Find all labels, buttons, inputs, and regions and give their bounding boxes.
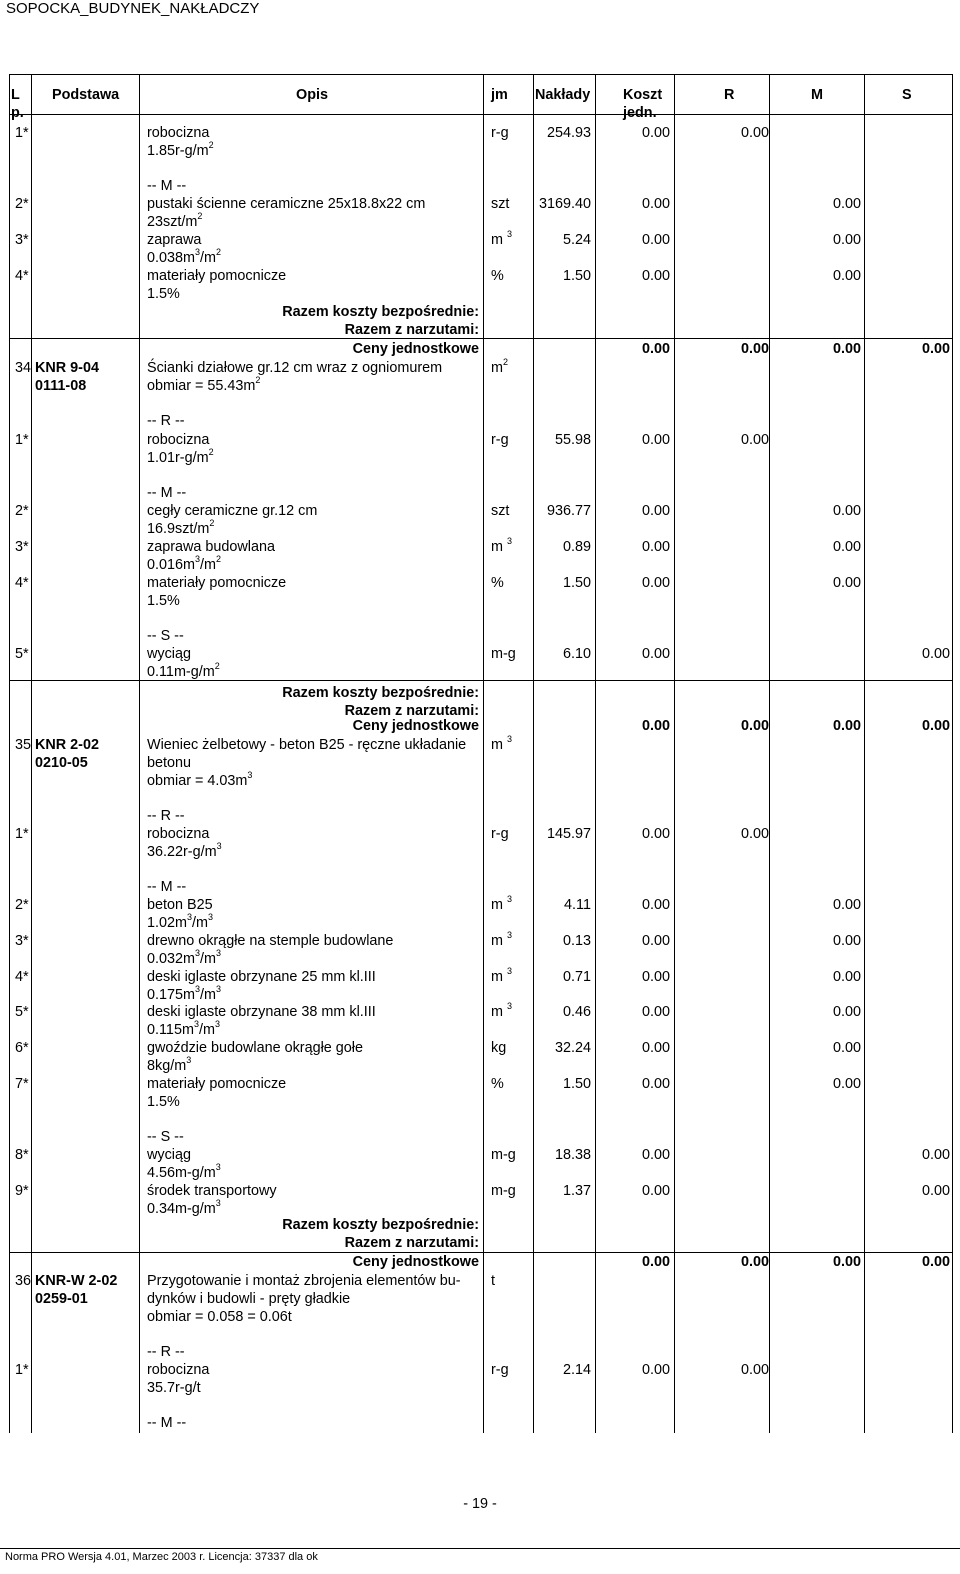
sum-label-ceny: Ceny jednostkowe bbox=[352, 718, 479, 734]
row-koszt: 0.00 bbox=[641, 432, 670, 448]
row-koszt: 0.00 bbox=[641, 969, 670, 985]
col-header-jm: jm bbox=[491, 87, 508, 103]
row-opis: deski iglaste obrzynane 25 mm kl.III bbox=[147, 969, 376, 985]
position-basis: KNR 2-02 bbox=[35, 737, 99, 753]
group-header-m: -- M -- bbox=[147, 1415, 187, 1431]
row-m-value: 0.00 bbox=[832, 575, 861, 591]
row-koszt: 0.00 bbox=[641, 268, 670, 284]
row-lp: 5* bbox=[15, 1004, 29, 1020]
row-norm: $1.02m^3/m^3$ bbox=[147, 912, 214, 931]
sum-label-koszty: Razem koszty bezpośrednie: bbox=[282, 685, 479, 701]
sum-label-ceny: Ceny jednostkowe bbox=[352, 1254, 479, 1270]
position-basis: KNR 9-04 bbox=[35, 360, 99, 376]
row-norm: $36.22r-g/m^3$ bbox=[147, 841, 222, 860]
group-header-m: -- M -- bbox=[147, 485, 187, 501]
row-naklady: 2.14 bbox=[562, 1362, 591, 1378]
row-naklady: 1.50 bbox=[562, 575, 591, 591]
col-header-opis: Opis bbox=[296, 87, 328, 103]
row-koszt: 0.00 bbox=[641, 196, 670, 212]
row-opis: robocizna bbox=[147, 826, 210, 842]
cost-table bbox=[9, 74, 953, 1433]
page-number: - 19 - bbox=[463, 1496, 497, 1512]
group-header-r: -- R -- bbox=[147, 413, 185, 429]
position-basis-code: 0210-05 bbox=[35, 755, 88, 771]
position-description: Ścianki działowe gr.12 cm wraz z ogniomurem bbox=[147, 360, 443, 376]
row-m-value: 0.00 bbox=[832, 268, 861, 284]
row-lp: 1* bbox=[15, 125, 29, 141]
position-number: 34 bbox=[15, 360, 32, 376]
row-lp: 3* bbox=[15, 933, 29, 949]
row-norm: $1.01r-g/m^2$ bbox=[147, 447, 214, 466]
col-header-koszt-2: jedn. bbox=[623, 105, 657, 121]
unit-price-koszt: 0.00 bbox=[641, 341, 670, 357]
row-lp: 3* bbox=[15, 539, 29, 555]
footer-divider bbox=[0, 1548, 960, 1549]
group-header-s: -- S -- bbox=[147, 1129, 184, 1145]
row-opis: drewno okrągłe na stemple budowlane bbox=[147, 933, 394, 949]
row-koszt: 0.00 bbox=[641, 232, 670, 248]
row-naklady: 1.50 bbox=[562, 1076, 591, 1092]
row-m-value: 0.00 bbox=[832, 1040, 861, 1056]
row-opis: deski iglaste obrzynane 38 mm kl.III bbox=[147, 1004, 376, 1020]
row-norm: $0.038m^3/m^2$ bbox=[147, 247, 222, 266]
row-naklady: 4.11 bbox=[564, 897, 591, 913]
col-header-s: S bbox=[902, 87, 912, 103]
sum-label-koszty: Razem koszty bezpośrednie: bbox=[282, 304, 479, 320]
document-title: SOPOCKA_BUDYNEK_NAKŁADCZY bbox=[6, 0, 260, 17]
row-norm: $23szt/m^2$ bbox=[147, 211, 203, 230]
row-lp: 4* bbox=[15, 268, 29, 284]
position-unit: t bbox=[491, 1273, 495, 1289]
row-naklady: 5.24 bbox=[562, 232, 591, 248]
row-r-value: 0.00 bbox=[740, 1362, 769, 1378]
unit-price-r: 0.00 bbox=[740, 341, 769, 357]
row-m-value: 0.00 bbox=[832, 232, 861, 248]
row-norm: $0.032m^3/m^3$ bbox=[147, 948, 222, 967]
row-norm: 1.5% bbox=[147, 286, 180, 302]
row-opis: materiały pomocnicze bbox=[147, 268, 287, 284]
row-opis: beton B25 bbox=[147, 897, 213, 913]
row-lp: 9* bbox=[15, 1183, 29, 1199]
row-lp: 6* bbox=[15, 1040, 29, 1056]
row-jm: m $^3$ bbox=[491, 1001, 513, 1020]
unit-price-koszt: 0.00 bbox=[641, 718, 670, 734]
unit-price-m: 0.00 bbox=[832, 341, 861, 357]
row-opis: robocizna bbox=[147, 125, 210, 141]
position-description-2: dynków i budowli - pręty gładkie bbox=[147, 1291, 351, 1307]
row-norm: 35.7r-g/t bbox=[147, 1380, 201, 1396]
col-header-koszt: Koszt bbox=[623, 87, 663, 103]
row-koszt: 0.00 bbox=[641, 1004, 670, 1020]
unit-price-s: 0.00 bbox=[921, 341, 950, 357]
row-opis: zaprawa bbox=[147, 232, 202, 248]
row-jm: szt bbox=[491, 503, 510, 519]
row-koszt: 0.00 bbox=[641, 1076, 670, 1092]
row-m-value: 0.00 bbox=[832, 933, 861, 949]
row-naklady: 32.24 bbox=[554, 1040, 591, 1056]
col-header-m: M bbox=[811, 87, 823, 103]
row-naklady: 1.50 bbox=[562, 268, 591, 284]
row-naklady: 0.13 bbox=[562, 933, 591, 949]
position-measurement: obmiar = $4.03m^3$ bbox=[147, 770, 253, 789]
row-jm: m-g bbox=[491, 1183, 516, 1199]
row-opis: cegły ceramiczne gr.12 cm bbox=[147, 503, 318, 519]
row-lp: 4* bbox=[15, 575, 29, 591]
unit-price-s: 0.00 bbox=[921, 718, 950, 734]
position-measurement: obmiar = $55.43m^2$ bbox=[147, 375, 261, 394]
position-description-2: betonu bbox=[147, 755, 192, 771]
row-lp: 3* bbox=[15, 232, 29, 248]
unit-price-r: 0.00 bbox=[740, 718, 769, 734]
row-koszt: 0.00 bbox=[641, 897, 670, 913]
position-unit: m $^3$ bbox=[491, 734, 513, 753]
col-header-lp: L bbox=[11, 87, 20, 103]
footer-text: Norma PRO Wersja 4.01, Marzec 2003 r. Licencja: 37337 dla ok bbox=[5, 1551, 318, 1563]
row-m-value: 0.00 bbox=[832, 1004, 861, 1020]
unit-price-koszt: 0.00 bbox=[641, 1254, 670, 1270]
row-opis: środek transportowy bbox=[147, 1183, 277, 1199]
row-s-value: 0.00 bbox=[921, 1183, 950, 1199]
row-jm: kg bbox=[491, 1040, 507, 1056]
row-jm: m-g bbox=[491, 1147, 516, 1163]
row-jm: m $^3$ bbox=[491, 536, 513, 555]
row-lp: 2* bbox=[15, 503, 29, 519]
position-number: 36 bbox=[15, 1273, 32, 1289]
row-koszt: 0.00 bbox=[641, 646, 670, 662]
position-description: Wieniec żelbetowy - beton B25 - ręczne układanie bbox=[147, 737, 467, 753]
row-opis: zaprawa budowlana bbox=[147, 539, 276, 555]
group-header-r: -- R -- bbox=[147, 808, 185, 824]
row-jm: m $^3$ bbox=[491, 966, 513, 985]
row-norm: $16.9szt/m^2$ bbox=[147, 518, 215, 537]
row-jm: m-g bbox=[491, 646, 516, 662]
row-r-value: 0.00 bbox=[740, 826, 769, 842]
row-koszt: 0.00 bbox=[641, 1147, 670, 1163]
position-measurement: obmiar = 0.058 = 0.06t bbox=[147, 1309, 292, 1325]
row-naklady: 3169.40 bbox=[538, 196, 591, 212]
row-norm: $0.016m^3/m^2$ bbox=[147, 554, 222, 573]
position-basis-code: 0259-01 bbox=[35, 1291, 88, 1307]
row-koszt: 0.00 bbox=[641, 1040, 670, 1056]
row-jm: r-g bbox=[491, 125, 509, 141]
row-norm: $0.11m-g/m^2$ bbox=[147, 661, 220, 680]
row-r-value: 0.00 bbox=[740, 125, 769, 141]
row-jm: m $^3$ bbox=[491, 930, 513, 949]
group-header-m: -- M -- bbox=[147, 879, 187, 895]
col-header-r: R bbox=[724, 87, 735, 103]
row-lp: 2* bbox=[15, 897, 29, 913]
col-header-lp-2: p. bbox=[11, 105, 24, 121]
row-lp: 8* bbox=[15, 1147, 29, 1163]
row-opis: wyciąg bbox=[147, 646, 191, 662]
row-norm: $0.34m-g/m^3$ bbox=[147, 1198, 221, 1217]
row-opis: pustaki ścienne ceramiczne 25x18.8x22 cm bbox=[147, 196, 426, 212]
row-koszt: 0.00 bbox=[641, 125, 670, 141]
row-jm: m $^3$ bbox=[491, 894, 513, 913]
position-unit: $m^2$ bbox=[491, 357, 509, 376]
row-naklady: 0.46 bbox=[562, 1004, 591, 1020]
row-opis: materiały pomocnicze bbox=[147, 1076, 287, 1092]
unit-price-r: 0.00 bbox=[740, 1254, 769, 1270]
row-naklady: 1.37 bbox=[562, 1183, 591, 1199]
row-jm: % bbox=[491, 1076, 504, 1092]
row-koszt: 0.00 bbox=[641, 1362, 670, 1378]
row-koszt: 0.00 bbox=[641, 933, 670, 949]
sum-label-narzuty: Razem z narzutami: bbox=[344, 322, 479, 338]
row-m-value: 0.00 bbox=[832, 897, 861, 913]
row-naklady: 254.93 bbox=[546, 125, 591, 141]
position-basis-code: 0111-08 bbox=[35, 378, 87, 394]
row-jm: r-g bbox=[491, 826, 509, 842]
row-koszt: 0.00 bbox=[641, 539, 670, 555]
position-number: 35 bbox=[15, 737, 32, 753]
row-s-value: 0.00 bbox=[921, 1147, 950, 1163]
row-jm: r-g bbox=[491, 432, 509, 448]
row-opis: robocizna bbox=[147, 1362, 210, 1378]
row-s-value: 0.00 bbox=[921, 646, 950, 662]
row-naklady: 936.77 bbox=[546, 503, 591, 519]
sum-label-narzuty: Razem z narzutami: bbox=[344, 1235, 479, 1251]
row-lp: 2* bbox=[15, 196, 29, 212]
row-norm: 1.5% bbox=[147, 593, 180, 609]
col-header-podstawa: Podstawa bbox=[52, 87, 120, 103]
row-naklady: 55.98 bbox=[554, 432, 591, 448]
row-naklady: 18.38 bbox=[554, 1147, 591, 1163]
row-m-value: 0.00 bbox=[832, 196, 861, 212]
row-koszt: 0.00 bbox=[641, 826, 670, 842]
sum-label-narzuty: Razem z narzutami: bbox=[344, 703, 479, 719]
row-lp: 7* bbox=[15, 1076, 29, 1092]
row-jm: % bbox=[491, 268, 504, 284]
row-opis: gwoździe budowlane okrągłe gołe bbox=[147, 1040, 364, 1056]
row-m-value: 0.00 bbox=[832, 503, 861, 519]
row-m-value: 0.00 bbox=[832, 1076, 861, 1092]
row-lp: 1* bbox=[15, 432, 29, 448]
row-naklady: 0.71 bbox=[562, 969, 591, 985]
group-header-m: -- M -- bbox=[147, 178, 187, 194]
row-m-value: 0.00 bbox=[832, 539, 861, 555]
position-description: Przygotowanie i montaż zbrojenia elementów bu- bbox=[147, 1273, 461, 1289]
row-norm: $4.56m-g/m^3$ bbox=[147, 1162, 221, 1181]
row-koszt: 0.00 bbox=[641, 503, 670, 519]
row-naklady: 6.10 bbox=[562, 646, 591, 662]
sum-label-koszty: Razem koszty bezpośrednie: bbox=[282, 1217, 479, 1233]
row-r-value: 0.00 bbox=[740, 432, 769, 448]
row-lp: 5* bbox=[15, 646, 29, 662]
col-header-naklady: Nakłady bbox=[535, 87, 591, 103]
row-jm: % bbox=[491, 575, 504, 591]
row-opis: wyciąg bbox=[147, 1147, 191, 1163]
position-basis: KNR-W 2-02 bbox=[35, 1273, 118, 1289]
row-norm: $1.85r-g/m^2$ bbox=[147, 140, 214, 159]
row-koszt: 0.00 bbox=[641, 575, 670, 591]
row-norm: $0.175m^3/m^3$ bbox=[147, 984, 222, 1003]
row-m-value: 0.00 bbox=[832, 969, 861, 985]
row-jm: szt bbox=[491, 196, 510, 212]
row-opis: robocizna bbox=[147, 432, 210, 448]
unit-price-s: 0.00 bbox=[921, 1254, 950, 1270]
group-header-s: -- S -- bbox=[147, 628, 184, 644]
row-koszt: 0.00 bbox=[641, 1183, 670, 1199]
row-opis: materiały pomocnicze bbox=[147, 575, 287, 591]
sum-label-ceny: Ceny jednostkowe bbox=[352, 341, 479, 357]
unit-price-m: 0.00 bbox=[832, 1254, 861, 1270]
row-norm: $8kg/m^3$ bbox=[147, 1055, 192, 1074]
row-lp: 1* bbox=[15, 1362, 29, 1378]
row-lp: 1* bbox=[15, 826, 29, 842]
unit-price-m: 0.00 bbox=[832, 718, 861, 734]
row-lp: 4* bbox=[15, 969, 29, 985]
row-norm: 1.5% bbox=[147, 1094, 180, 1110]
row-norm: $0.115m^3/m^3$ bbox=[147, 1019, 220, 1038]
row-naklady: 145.97 bbox=[546, 826, 591, 842]
row-naklady: 0.89 bbox=[562, 539, 591, 555]
row-jm: m $^3$ bbox=[491, 229, 513, 248]
group-header-r: -- R -- bbox=[147, 1344, 185, 1360]
row-jm: r-g bbox=[491, 1362, 509, 1378]
